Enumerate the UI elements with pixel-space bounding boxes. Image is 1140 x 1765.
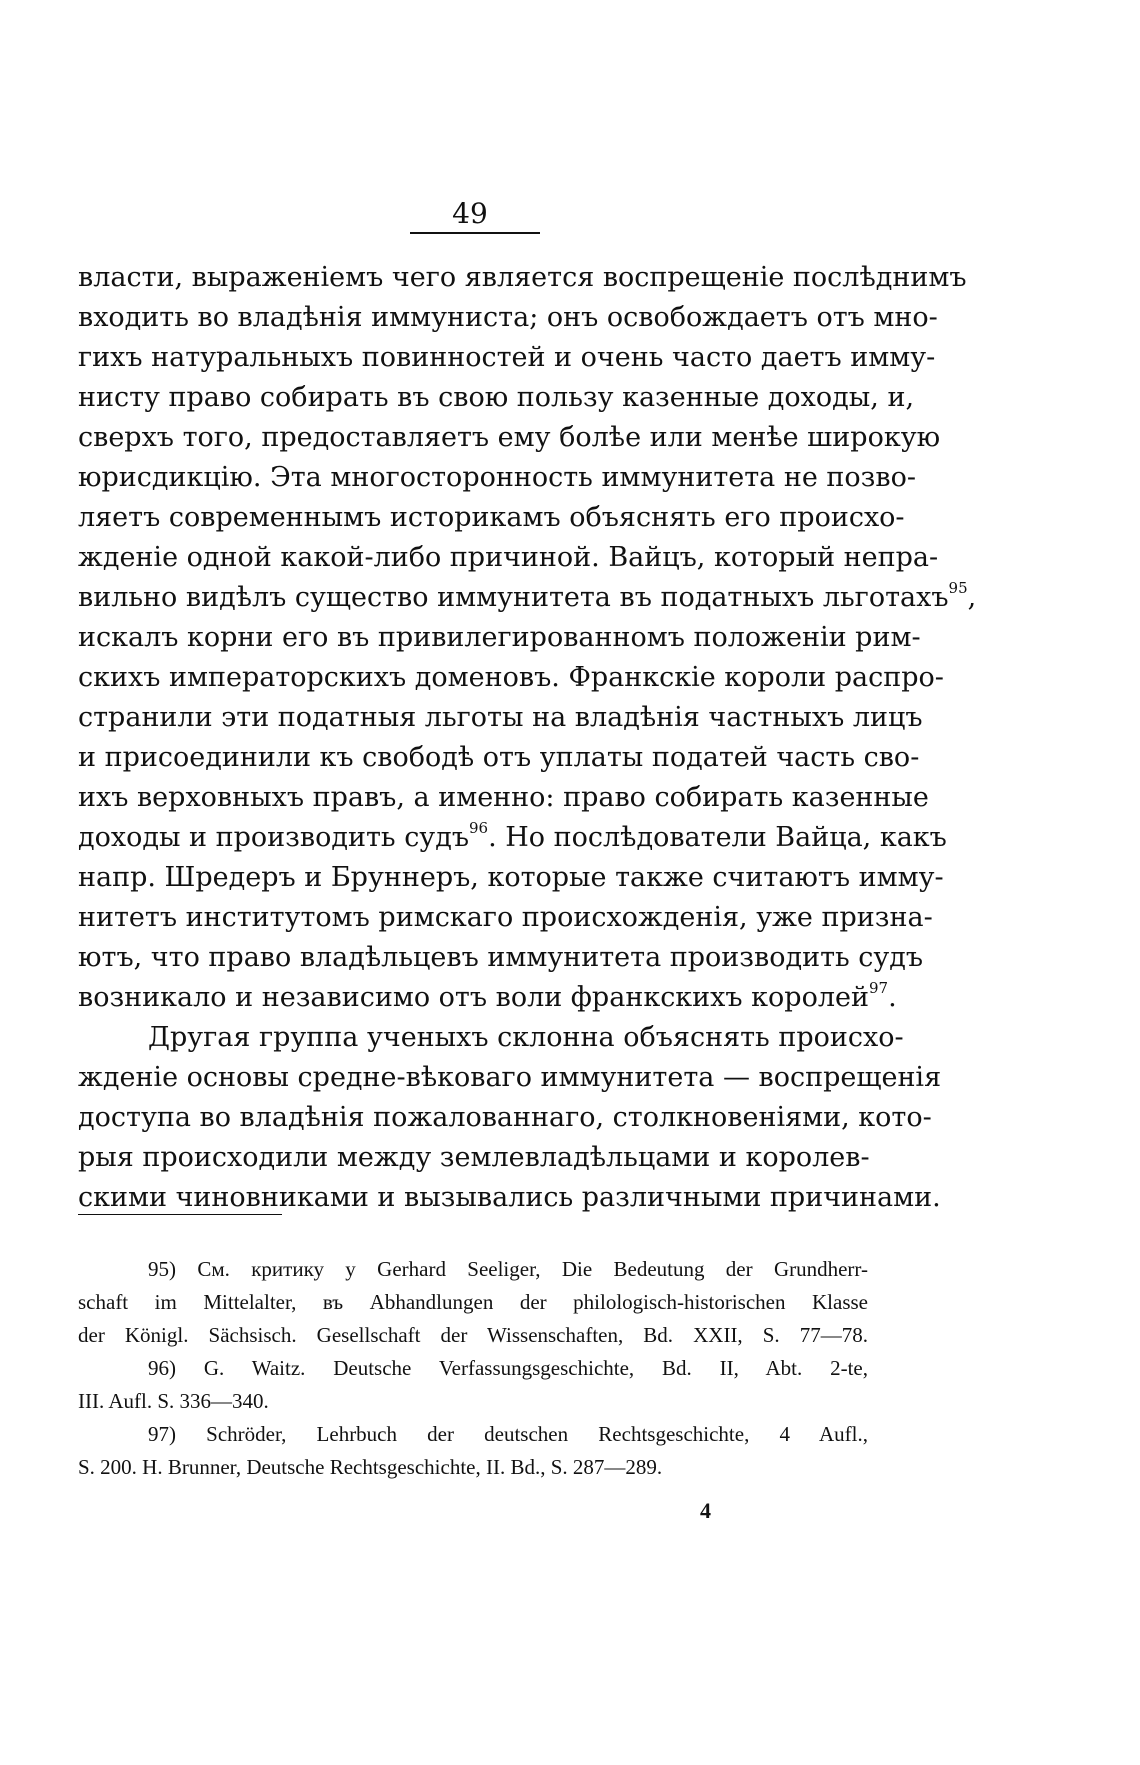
text-line bbox=[78, 858, 944, 898]
text-line bbox=[78, 298, 938, 338]
text-line bbox=[78, 418, 941, 458]
text-line-content: вильно видѣлъ существо иммунитета въ податныхъ льготахъ bbox=[78, 582, 949, 613]
text-line-content: искалъ корни его въ привилегированномъ положеніи рим- bbox=[78, 622, 921, 653]
footnote-reference: 95 bbox=[948, 579, 968, 597]
text-line bbox=[78, 378, 915, 418]
text-line bbox=[78, 1098, 932, 1138]
footnote-line: schaft im Mittelalter, въ Abhandlungen der philologisch-historischen Klasse bbox=[78, 1290, 868, 1314]
text-line-content: входить во владѣнія иммуниста; онъ освобождаетъ отъ мно- bbox=[78, 302, 938, 333]
footnote-reference: 97 bbox=[868, 979, 889, 997]
text-line-content: скими чиновниками и вызывались различными причинами. bbox=[78, 1182, 941, 1213]
text-line-continuation: . bbox=[888, 982, 897, 1013]
text-line-content: власти, выраженіемъ чего является воспрещеніе послѣднимъ bbox=[78, 262, 967, 293]
text-line-content: Другая группа ученыхъ склонна объяснять происхо- bbox=[148, 1022, 904, 1053]
text-line-content: жденіе основы средне-вѣковаго иммунитета — воспрещенія bbox=[78, 1062, 942, 1093]
footnote-line: III. Aufl. S. 336—340. bbox=[78, 1389, 269, 1413]
text-line bbox=[78, 698, 923, 738]
text-line bbox=[78, 818, 947, 858]
text-line bbox=[78, 618, 921, 658]
text-line bbox=[78, 538, 939, 578]
printer-signature-mark: 4 bbox=[700, 1498, 711, 1523]
text-line-content: напр. Шредеръ и Бруннеръ, которые также считаютъ имму- bbox=[78, 862, 944, 893]
text-line-content: рыя происходили между землевладѣльцами и королев- bbox=[78, 1142, 870, 1173]
text-line bbox=[78, 1018, 904, 1058]
text-line bbox=[78, 1138, 868, 1178]
body-text bbox=[78, 258, 977, 1218]
footnote-line: der Königl. Sächsisch. Gesellschaft der Wissenschaften, Bd. XXII, S. 77—78. bbox=[78, 1323, 868, 1347]
text-line bbox=[78, 938, 924, 978]
text-line bbox=[78, 1178, 941, 1218]
footnote-line: S. 200. H. Brunner, Deutsche Rechtsgeschichte, II. Bd., S. 287—289. bbox=[78, 1455, 663, 1479]
text-line-content: скихъ императорскихъ доменовъ. Франкскіе короли распро- bbox=[78, 662, 944, 693]
text-line bbox=[78, 578, 977, 618]
text-line-continuation: , bbox=[967, 582, 977, 613]
footnote-line: 97) Schröder, Lehrbuch der deutschen Rechtsgeschichte, 4 Aufl., bbox=[148, 1422, 868, 1446]
text-line bbox=[78, 498, 905, 538]
text-line bbox=[78, 258, 967, 298]
text-line-content: ихъ верховныхъ правъ, а именно: право собирать казенные bbox=[78, 782, 929, 813]
text-line bbox=[78, 338, 936, 378]
text-line-content: юрисдикцію. Эта многосторонность иммунитета не позво- bbox=[78, 462, 916, 493]
text-line-content: ляетъ современнымъ историкамъ объяснять его происхо- bbox=[78, 502, 905, 533]
text-line bbox=[78, 658, 944, 698]
text-line-content: и присоединили къ свободѣ отъ уплаты податей часть сво- bbox=[78, 742, 920, 773]
text-line-content: доходы и производить судъ bbox=[78, 822, 469, 853]
text-line bbox=[78, 458, 916, 498]
text-line bbox=[78, 898, 933, 938]
text-line-content: ютъ, что право владѣльцевъ иммунитета производить судъ bbox=[78, 942, 924, 973]
footnote-line: 95) См. критику у Gerhard Seeliger, Die Bedeutung der Grundherr- bbox=[148, 1257, 868, 1281]
text-line-content: странили эти податныя льготы на владѣнія частныхъ лицъ bbox=[78, 702, 923, 733]
text-line-content: гихъ натуральныхъ повинностей и очень часто даетъ имму- bbox=[78, 342, 936, 373]
page-number: 49 bbox=[452, 197, 488, 230]
text-line-content: доступа во владѣнія пожалованнаго, столкновеніями, кото- bbox=[78, 1102, 932, 1133]
header-rule bbox=[410, 232, 540, 234]
text-line-continuation: . Но послѣдователи Вайца, какъ bbox=[488, 822, 947, 853]
text-line-content: нитетъ институтомъ римскаго происхожденія, уже призна- bbox=[78, 902, 933, 933]
footnotes bbox=[78, 1253, 868, 1484]
text-line-content: нисту право собирать въ свою пользу казенные доходы, и, bbox=[78, 382, 915, 413]
footnote-line: 96) G. Waitz. Deutsche Verfassungsgeschichte, Bd. II, Abt. 2-te, bbox=[148, 1356, 868, 1380]
text-line bbox=[78, 1058, 942, 1098]
text-line bbox=[78, 778, 929, 818]
text-line-content: жденіе одной какой-либо причиной. Вайцъ, который непра- bbox=[78, 542, 939, 573]
text-line-content: возникало и независимо отъ воли франкскихъ королей bbox=[78, 982, 869, 1013]
footnote-rule bbox=[78, 1214, 282, 1215]
text-line bbox=[78, 738, 920, 778]
footnote-reference: 96 bbox=[469, 819, 489, 837]
text-line-content: сверхъ того, предоставляетъ ему болѣе или менѣе широкую bbox=[78, 422, 941, 453]
text-line bbox=[78, 978, 897, 1018]
